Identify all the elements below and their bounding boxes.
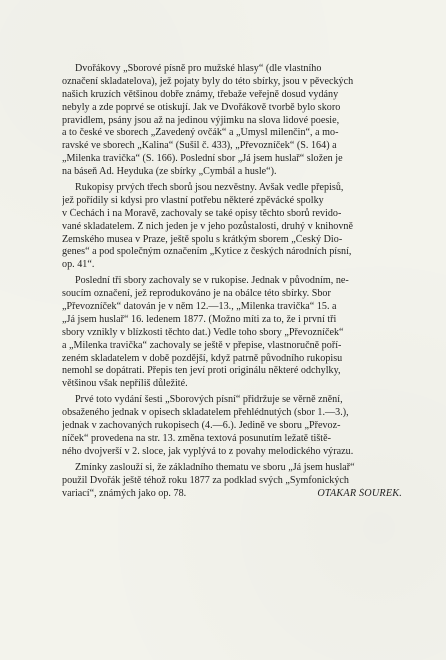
paragraph-line: Zmínky zaslouží si, že základního thematu ve sboru „Já jsem huslař“ xyxy=(75,461,355,473)
paragraph-line: vané skladatelem. Z nich jeden je v jeho pozůstalosti, druhý v knihovně xyxy=(62,220,353,232)
paragraph-line: našich kruzích většinou dobře známy, třebaže veřejně dosud vydány xyxy=(62,88,339,100)
final-line-with-signature xyxy=(62,488,402,501)
paragraph-line: genes“ a pod společným označením „Kytice z českých národních písní, xyxy=(62,246,352,258)
paragraph-line: nebyly a zde poprvé se otiskují. Jak ve Dvořákově tvorbě bylo skoro xyxy=(62,101,341,113)
author-signature: OTAKAR ŠOUREK. xyxy=(317,487,402,499)
paragraph-2 xyxy=(62,182,402,272)
paragraph-1 xyxy=(62,63,402,179)
paragraph-line: Zemského musea v Praze, ještě spolu s krátkým sborem „Český Dio- xyxy=(62,233,343,245)
paragraph-line: jež pořídily si kdysi pro vlastní potřebu některé zpěvácké spolky xyxy=(62,194,324,206)
paragraph-line: op. 41“. xyxy=(62,259,95,271)
paragraph-4 xyxy=(62,394,402,458)
paragraph-line: níček“ provedena na str. 13. změna textová posunutím ležatě tiště- xyxy=(62,432,331,444)
paragraph-line: na báseň Ad. Heyduka (ze sbírky „Cymbál a husle“). xyxy=(62,166,277,178)
paragraph-line: ného dvojverší v 2. sloce, jak vyplývá to z povahy melodického výrazu. xyxy=(62,445,354,457)
paragraph-5 xyxy=(62,462,402,501)
paragraph-line: Prvé toto vydání šesti „Sborových písní“ přidržuje se věrně znění, xyxy=(75,394,343,406)
paragraph-line: „Převozníček“ datován je v něm 12.—13., „Milenka travička“ 15. a xyxy=(62,301,337,313)
paragraph-line: použil Dvořák ještě téhož roku 1877 za podklad svých „Symfonických xyxy=(62,474,349,486)
document-text-block xyxy=(62,63,402,500)
paragraph-line: variací“, známých jako op. 78. xyxy=(62,487,187,499)
paragraph-line: „Milenka travička“ (S. 166). Poslední sbor „Já jsem huslař“ složen je xyxy=(62,153,343,165)
paragraph-line: obsaženého jednak v opisech skladatelem přehlédnutých (sbor 1.—3.), xyxy=(62,407,349,419)
paragraph-line: jednak v zachovaných rukopisech (4.—6.). Jedině ve sboru „Převoz- xyxy=(62,420,341,432)
paragraph-line: většinou však nepříliš důležité. xyxy=(62,378,188,390)
paragraph-line: ravské ve sborech „Kalina“ (Sušil č. 433), „Převozníček“ (S. 164) a xyxy=(62,140,337,152)
paragraph-line: a „Milenka travička“ zachovaly se ještě v přepise, vlastnoručně poří- xyxy=(62,339,342,351)
paragraph-3 xyxy=(62,275,402,391)
paragraph-line: zeném skladatelem v době pozdější, když patrně původního rukopisu xyxy=(62,352,343,364)
paragraph-line: „Já jsem huslař“ 16. ledenem 1877. (Možno míti za to, že i první tři xyxy=(62,313,337,325)
paragraph-line: sbory vznikly v blízkosti těchto dat.) Vedle toho sbory „Převozníček“ xyxy=(62,326,344,338)
paragraph-line: soucím označení, jež reprodukováno je na obálce této sbírky. Sbor xyxy=(62,288,331,300)
paragraph-line: Rukopisy prvých třech sborů jsou nezvěstny. Avšak vedle přepisů, xyxy=(75,182,344,194)
paragraph-line: v Čechách i na Moravě, zachovaly se také opisy těchto sborů revido- xyxy=(62,207,342,219)
paragraph-line: Dvořákovy „Sborové písně pro mužské hlasy“ (dle vlastního xyxy=(75,63,322,74)
paragraph-line: Poslední tři sbory zachovaly se v rukopise. Jednak v původním, ne- xyxy=(75,275,349,287)
paragraph-line: nemohl se dopátrati. Přepis ten jeví proti originálu některé odchylky, xyxy=(62,365,341,377)
paragraph-line: označení skladatelova), jež pojaty byly do této sbírky, jsou v pěveckých xyxy=(62,75,354,87)
paragraph-line: a to české ve sborech „Zavedený ovčák“ a „Úmysl milenčin“, a mo- xyxy=(62,127,339,139)
paragraph-line: pravidlem, psány jsou až na jedinou výjimku na slova lidové poesie, xyxy=(62,114,340,126)
